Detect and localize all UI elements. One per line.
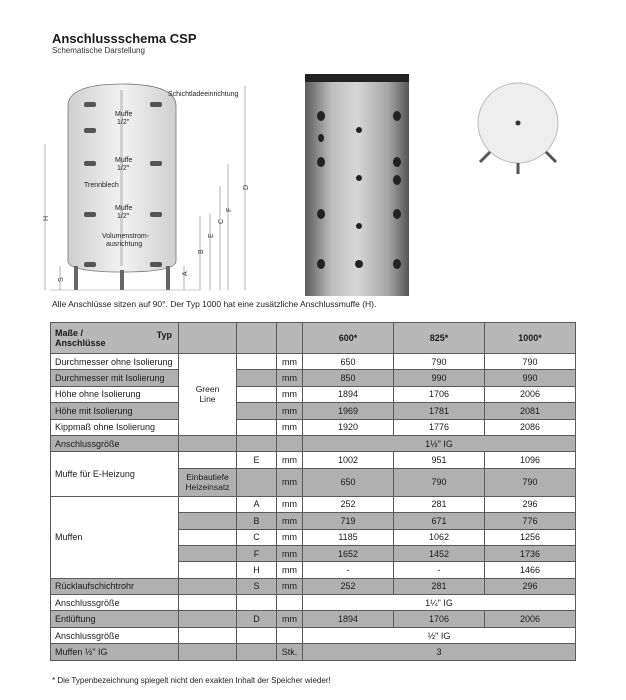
dim-label-a: A <box>182 271 189 276</box>
connection-note: Alle Anschlüsse sitzen auf 90°. Der Typ 1000 hat eine zusätzliche Anschlussmuffe (H). <box>52 299 377 309</box>
table-row: Muffen A mm 252 281 296 <box>51 496 576 512</box>
dim-label-d: D <box>243 184 250 190</box>
dim-label-e: E <box>208 233 215 238</box>
table-row: Muffe für E-Heizung E mm 1002 951 1096 <box>51 452 576 468</box>
label-muffe-3: Muffe <box>115 205 133 212</box>
page-subtitle: Schematische Darstellung <box>52 46 145 55</box>
label-muffe-1-size: 1/2" <box>117 119 130 126</box>
tank-schematic <box>40 76 265 298</box>
label-volumen-1: Volumenstrom- <box>102 233 150 240</box>
header-825: 825* <box>394 323 485 354</box>
table-row: Anschlussgröße 1½" IG <box>51 435 576 451</box>
page-title: Anschlussschema CSP <box>52 31 197 46</box>
table-row: Einbautiefe Heizeinsatz mm 650 790 790 <box>51 468 576 496</box>
table-row: Rücklaufschichtrohr S mm 252 281 296 <box>51 578 576 594</box>
green-line-label: Green Line <box>179 354 237 436</box>
dim-label-b: B <box>198 249 205 254</box>
header-1000: 1000* <box>485 323 576 354</box>
table-row: Anschlussgröße 1¼" IG <box>51 595 576 611</box>
tank-top-view <box>470 78 570 178</box>
dim-label-f: F <box>226 207 233 212</box>
footnote: * Die Typenbezeichnung spiegelt nicht den exakten Inhalt der Speicher wieder! <box>52 676 331 685</box>
dim-label-c: C <box>218 218 225 224</box>
table-row: Entlüftung D mm 1894 1706 2006 <box>51 611 576 627</box>
label-trennblech: Trennblech <box>84 182 119 189</box>
label-muffe-3-size: 1/2" <box>117 213 130 220</box>
label-muffe-2: Muffe <box>115 157 133 164</box>
table-row: Kippmaß ohne Isolierung mm 1920 1776 2086 <box>51 419 576 435</box>
label-muffe-1: Muffe <box>115 111 133 118</box>
table-row: C mm 1185 1062 1256 <box>51 529 576 545</box>
table-row: B mm 719 671 776 <box>51 513 576 529</box>
header-typ: Typ <box>156 330 172 340</box>
label-muffe-2-size: 1/2" <box>117 165 130 172</box>
table-row: Anschlussgröße ½" IG <box>51 627 576 643</box>
table-row: F mm 1652 1452 1736 <box>51 545 576 561</box>
dim-label-s: S <box>58 277 65 282</box>
dim-label-h: H <box>43 215 50 221</box>
table-row: Durchmesser ohne Isolierung Green Line mm 650 790 790 <box>51 354 576 370</box>
table-header-row <box>51 323 576 354</box>
table-row: Durchmesser mit Isolierung mm 850 990 990 <box>51 370 576 386</box>
label-volumen-2: ausrichtung <box>106 241 143 248</box>
table-row: Höhe mit Isolierung mm 1969 1781 2081 <box>51 403 576 419</box>
table-row: Höhe ohne Isolierung mm 1894 1706 2006 <box>51 386 576 402</box>
tank-photo <box>305 74 415 296</box>
table-row: Muffen ½" IG Stk. 3 <box>51 644 576 660</box>
spec-table <box>50 322 576 661</box>
header-label: Maße / Anschlüsse Typ <box>51 323 179 354</box>
table-row: H mm - - 1466 <box>51 562 576 578</box>
header-600: 600* <box>303 323 394 354</box>
label-schichtlade: Schichtladeeinrichtung <box>168 91 239 98</box>
